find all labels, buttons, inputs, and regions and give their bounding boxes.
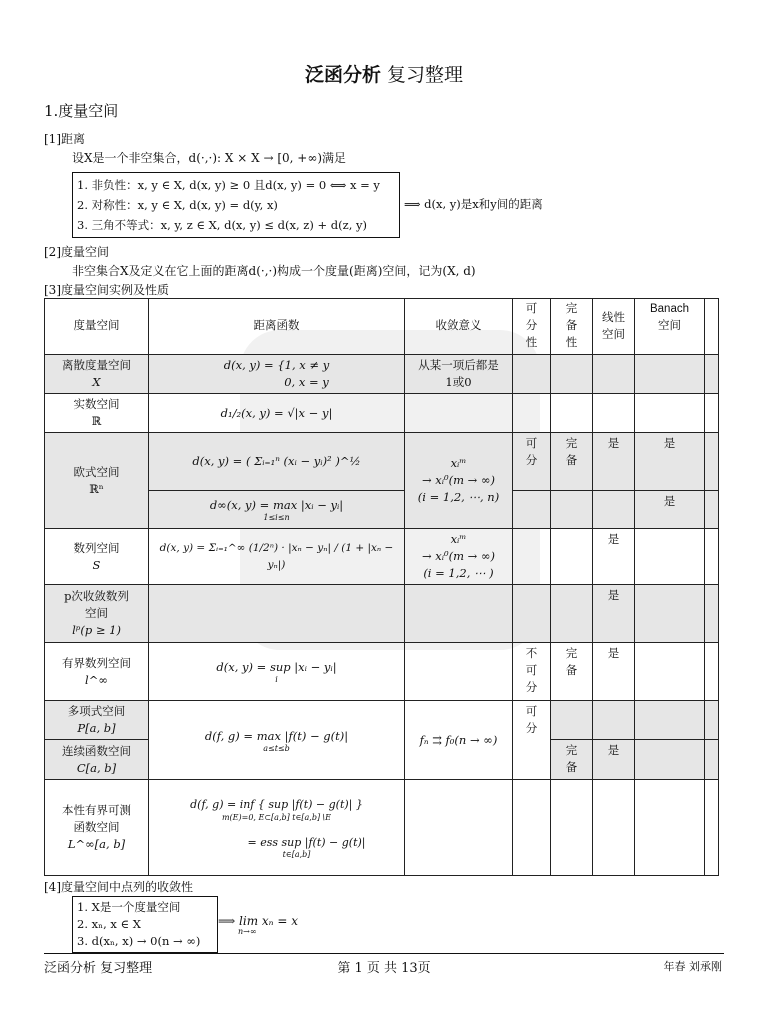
cell-distance: d(f, g) = max |f(t) − g(t)| a≤t≤b [149, 701, 405, 780]
footer-title: 泛函分析 复习整理 [44, 961, 153, 976]
cell-name: 有界数列空间 l^∞ [45, 643, 149, 701]
cell-name: 实数空间 ℝ [45, 394, 149, 433]
cell-convergence: xᵢᵐ → xᵢ⁰(m → ∞) (i = 1,2, ⋯, n) [405, 433, 513, 529]
header-linear: 线性 空间 [593, 299, 635, 355]
page-number: 第 1 页 共 13页 [337, 961, 431, 976]
cell-name: 数列空间 S [45, 529, 149, 585]
axiom-2: 2. 对称性：x, y ∈ X, d(x, y) = d(y, x) [77, 198, 278, 212]
cell-name: 连续函数空间 C[a, b] [45, 740, 149, 780]
table-row [45, 643, 719, 701]
cell-convergence: fₙ ⇉ f₀(n → ∞) [405, 701, 513, 780]
cell-linear: 是 [593, 740, 635, 780]
cell-banach: 是 [635, 433, 705, 491]
axiom-1: 1. 非负性：x, y ∈ X, d(x, y) ≥ 0 且d(x, y) = 0 ⟺ x = y [77, 178, 380, 192]
cell-convergence: xᵢᵐ → xᵢ⁰(m → ∞) (i = 1,2, ⋯ ) [405, 529, 513, 585]
cell-separable: 不 可 分 [513, 643, 551, 701]
axiom-3: 3. 三角不等式：x, y, z ∈ X, d(x, y) ≤ d(x, z) + d(z, y) [77, 218, 367, 232]
cell-separable: 可 分 [513, 433, 551, 491]
distance-result: ⟹ d(x, y)是x和y间的距离 [404, 197, 543, 211]
footer-author: 年春 刘承刚 [663, 960, 722, 973]
section-heading: 1.度量空间 [44, 102, 119, 120]
cell-complete: 完 备 [551, 433, 593, 491]
cell-linear: 是 [593, 529, 635, 585]
cell-distance: d₁/₂(x, y) = √|x − y| [149, 394, 405, 433]
table-row [45, 355, 719, 394]
subsection-convergence: [4]度量空间中点列的收敛性 [44, 880, 193, 894]
convergence-result: ⟹ lim xₙ = x n→∞ [218, 914, 298, 936]
cell-distance: d(x, y) = Σᵢ₌₁^∞ (1/2ⁿ) · |xₙ − yₙ| / (1 + |xₙ − yₙ|) [149, 529, 405, 585]
subsection-metric-space: [2]度量空间 [44, 245, 109, 259]
cell-distance: d(f, g) = inf { sup |f(t) − g(t)| } m(E)=0, E⊂[a,b] t∈[a,b]∖E = ess sup |f(t) − g(t)| t∈[a,b] [149, 780, 405, 876]
condition-1: 1. X是一个度量空间 [77, 900, 181, 914]
table-row [45, 780, 719, 876]
metric-space-definition: 非空集合X及定义在它上面的距离d(·,·)构成一个度量(距离)空间，记为(X, d) [72, 264, 476, 278]
header-convergence: 收敛意义 [405, 299, 513, 355]
condition-2: 2. xₙ, x ∈ X [77, 917, 141, 931]
cell-separable: 可 分 [513, 701, 551, 780]
cell-name: 本性有界可测 函数空间 L^∞[a, b] [45, 780, 149, 876]
cell-convergence: 从某一项后都是 1或0 [405, 355, 513, 394]
header-metric-space: 度量空间 [45, 299, 149, 355]
cell-name: 离散度量空间 X [45, 355, 149, 394]
subsection-examples: [3]度量空间实例及性质 [44, 283, 169, 297]
header-banach: Banach 空间 [635, 299, 705, 355]
header-distance-function: 距离函数 [149, 299, 405, 355]
cell-linear: 是 [593, 433, 635, 491]
cell-distance: d(x, y) = sup |xᵢ − yᵢ| i [149, 643, 405, 701]
cell-name: p次收敛数列 空间 lᵖ(p ≥ 1) [45, 585, 149, 643]
table-row [45, 394, 719, 433]
cell-name: 多项式空间 P[a, b] [45, 701, 149, 740]
table-header-row [45, 299, 719, 355]
cell-distance: d(x, y) = {1, x ≠ y 0, x = y [149, 355, 405, 394]
table-row [45, 433, 719, 491]
footer-divider [44, 953, 724, 954]
header-complete: 完 备 性 [551, 299, 593, 355]
page-title: 泛函分析 复习整理 [304, 64, 464, 86]
cell-complete: 完 备 [551, 740, 593, 780]
header-extra [705, 299, 719, 355]
header-separable: 可 分 性 [513, 299, 551, 355]
distance-intro: 设X是一个非空集合，d(·,·): X × X → [0, +∞)满足 [72, 151, 347, 165]
subsection-distance: [1]距离 [44, 132, 85, 146]
table-row [45, 529, 719, 585]
condition-3: 3. d(xₙ, x) → 0(n → ∞) [77, 934, 201, 948]
cell-banach: 是 [635, 491, 705, 529]
convergence-conditions-box [72, 896, 218, 953]
cell-distance: d(x, y) = ( Σᵢ₌₁ⁿ (xᵢ − yᵢ)² )^½ [149, 433, 405, 491]
cell-distance: d∞(x, y) = max |xᵢ − yᵢ| 1≤i≤n [149, 491, 405, 529]
cell-name: 欧式空间 ℝⁿ [45, 433, 149, 529]
metric-space-table [44, 298, 719, 876]
table-row [45, 585, 719, 643]
table-row [45, 701, 719, 740]
distance-axioms-box [72, 172, 400, 238]
cell-linear: 是 [593, 643, 635, 701]
cell-linear: 是 [593, 585, 635, 643]
cell-complete: 完 备 [551, 643, 593, 701]
